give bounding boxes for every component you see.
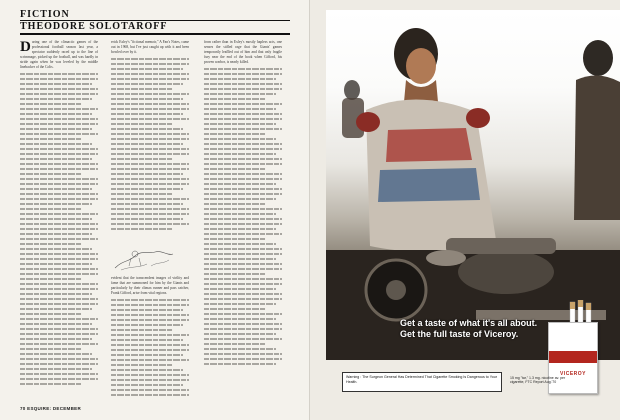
column-2-lower-opening: evident that the transcendent images of virility and fame that are summoned for him by the Giants and particularly by their climax runner and pass catcher, Frank Gifford, arise from vital regions.	[111, 276, 189, 295]
drop-cap: D	[20, 40, 31, 55]
pack-red-band	[549, 351, 597, 363]
column-3-opening: from rather than in Exley's mostly hapless acts, one senses the stifled rage that the Giants' games temporarily leaflled out of him and that only fragile fury near the end of the book when Gifford, his proven warhor, is nearly killed.	[204, 40, 282, 64]
column-2-body-text	[111, 58, 189, 230]
headline-rule	[20, 33, 290, 35]
article-column-2	[111, 40, 189, 240]
author-headline: THEODORE SOLOTAROFF	[20, 21, 168, 32]
article-column-1	[20, 40, 98, 395]
column-2-opening: erick Exley's "fictional memoir," A Fan's Notes, came out in 1968, but I've just caught up with it and been bowled over by it.	[111, 40, 189, 54]
column-1-opening: uring one of the climactic games of the professional football season last year, a spectator suddenly raced up to the line of scrimmage, picked up the football, and was hardly in stride again when he was leveled by the middle linebacker of the Colts.	[20, 40, 98, 69]
article-column-2-lower	[111, 276, 189, 396]
surgeon-general-warning: Warning : The Surgeon General Has Determined That Cigarette Smoking Is Dangerous to Your Health.	[342, 372, 502, 392]
article-column-3	[204, 40, 282, 395]
sketch-illustration	[111, 242, 196, 274]
page-footer: 70 ESQUIRE: DECEMBER	[20, 406, 82, 411]
tar-nicotine-info: 15 mg "tar," 1.3 mg. nicotine av. per cigarette, FTC Report Aug.'70	[510, 376, 566, 385]
tagline-line-1: Get a taste of what it's all about.	[400, 318, 538, 328]
ad-tagline	[400, 318, 537, 340]
column-3-body-text	[204, 68, 282, 365]
pack-brand-name: VICEROY	[559, 371, 586, 377]
column-2-lower-body-text	[111, 299, 189, 396]
right-page-advertisement	[310, 0, 620, 420]
cigarettes-icon	[568, 300, 594, 324]
column-1-body-text	[20, 73, 98, 385]
section-kicker: FICTION	[20, 9, 70, 20]
tagline-line-2: Get the full taste of Viceroy.	[400, 329, 519, 339]
